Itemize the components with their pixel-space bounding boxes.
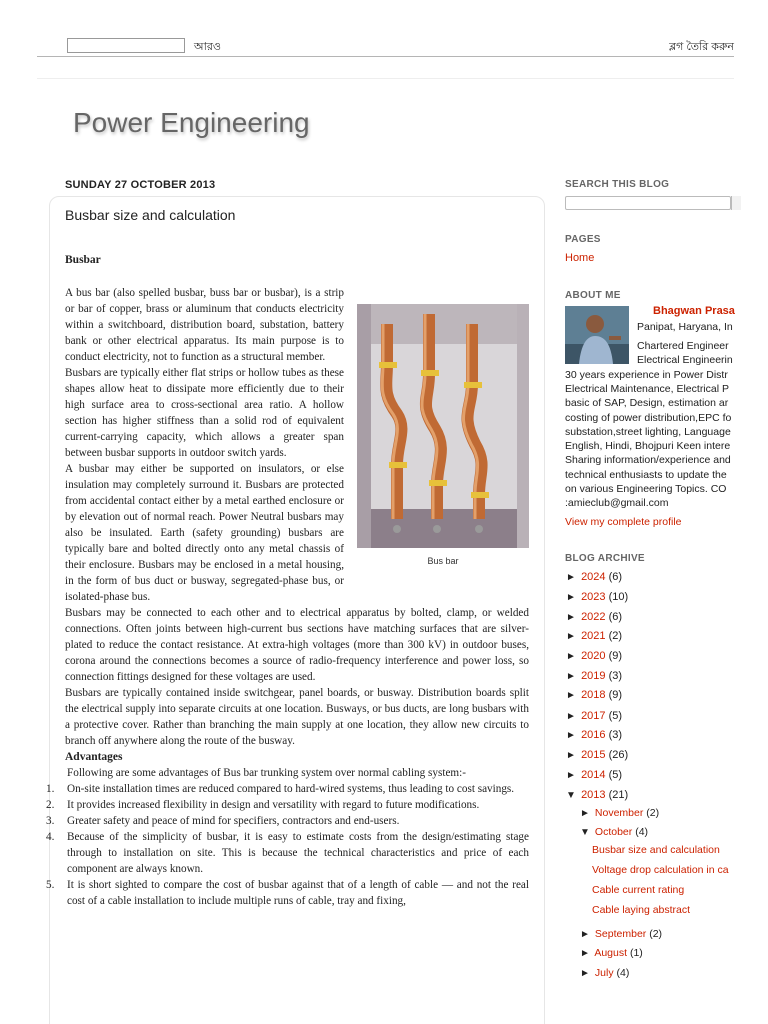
busbar-figure (357, 304, 529, 569)
archive-month-september[interactable]: ► September (2) (580, 928, 663, 940)
archive-year-2018[interactable]: ► 2018 (9) (566, 689, 623, 701)
profile-avatar[interactable] (565, 306, 629, 364)
profile-desc-line: on various Engineering Topics. CO (565, 483, 727, 495)
expand-toggle-icon[interactable]: ▼ (566, 790, 576, 801)
list-text: Because of the simplicity of busbar, it is easy to estimate costs from the design/estimating stage through to installation on site. This is because the technical characteristics and price of each component are always known. (67, 831, 529, 875)
archive-year-2019[interactable]: ► 2019 (3) (566, 670, 623, 682)
advantages-list (46, 781, 529, 909)
navbar-more-link[interactable]: আরও (194, 41, 221, 53)
collapse-toggle-icon[interactable]: ► (566, 750, 576, 761)
archive-widget-title: BLOG ARCHIVE (565, 553, 645, 564)
pages-widget-title: PAGES (565, 234, 601, 245)
archive-month-november[interactable]: ► November (2) (580, 807, 660, 819)
navbar-divider (37, 56, 734, 57)
profile-desc-line: costing of power distribution,EPC fo (565, 412, 732, 424)
list-text: Greater safety and peace of mind for specifiers, contractors and end-users. (67, 815, 400, 827)
collapse-toggle-icon[interactable]: ► (580, 968, 590, 979)
archive-year-2024[interactable]: ► 2024 (6) (566, 571, 623, 583)
collapse-toggle-icon[interactable]: ► (566, 631, 576, 642)
profile-location: Panipat, Haryana, In (637, 321, 733, 333)
post-date: SUNDAY 27 OCTOBER 2013 (65, 179, 216, 191)
list-text: On-site installation times are reduced compared to hard-wired systems, thus leading to cost savings. (67, 783, 515, 795)
archive-month-august[interactable]: ► August (1) (580, 947, 643, 959)
busbar-photo[interactable] (357, 304, 529, 548)
blog-title[interactable]: Power Engineering (73, 107, 310, 138)
create-blog-link[interactable]: ব্লগ তৈরি করুন (669, 41, 734, 53)
about-widget-title: ABOUT ME (565, 290, 621, 301)
archive-year-2015[interactable]: ► 2015 (26) (566, 749, 629, 761)
list-number: 3. (46, 815, 55, 827)
profile-desc-line: basic of SAP, Design, estimation ar (565, 397, 729, 409)
archive-year-2013[interactable]: ▼ 2013 (21) (566, 789, 629, 801)
page-link-home[interactable]: Home (565, 252, 595, 264)
collapse-toggle-icon[interactable]: ► (580, 948, 590, 959)
profile-desc-line: 30 years experience in Power Distr (565, 369, 728, 381)
archive-post-link[interactable]: Voltage drop calculation in ca (592, 864, 729, 876)
collapse-toggle-icon[interactable]: ► (566, 651, 576, 662)
sidebar-search-button[interactable] (731, 196, 741, 210)
post-paragraph: Busbars are typically contained inside switchgear, panel boards, or busway. Distribution boards split the electrical supply into separate circuits at one location. Busways, or bus ducts, are long busbars with a protective cover. Rather than branching the main supply at one location, they allow new circuits to branch off anywhere along the route of the busway. (65, 687, 529, 747)
profile-name-link[interactable]: Bhagwan Prasa (653, 305, 735, 317)
post-paragraph: A bus bar (also spelled busbar, buss bar or busbar), is a strip or bar of copper, brass or aluminum that conducts electricity within a switchboard, distribution board, substation, battery bank or other electrical apparatus. Its main purpose is to conduct electricity, not to function as a structural member. (65, 287, 344, 363)
archive-year-2022[interactable]: ► 2022 (6) (566, 611, 623, 623)
list-item (46, 813, 529, 829)
collapse-toggle-icon[interactable]: ► (566, 711, 576, 722)
navbar-search-input[interactable] (67, 38, 185, 53)
post-paragraph: Busbars are typically either flat strips or hollow tubes as these shapes allow heat to dissipate more efficiently due to their high surface area to cross-sectional area ratio. A hollow section has higher stiffness than a solid rod of equivalent current-carrying capacity, which allows a greater span between busbar supports in outdoor switch yards. (65, 367, 344, 459)
post-title[interactable]: Busbar size and calculation (65, 207, 236, 223)
list-text: It is short sighted to compare the cost of busbar against that of a length of cable — and not the real cost of a cable installation to include multiple runs of cable, tray and fixing, (67, 879, 529, 907)
collapse-toggle-icon[interactable]: ► (566, 671, 576, 682)
profile-desc-line: Electrical Maintenance, Electrical P (565, 383, 729, 395)
profile-desc-line: substation,street lighting, Language (565, 426, 731, 438)
sidebar-search-input[interactable] (565, 196, 731, 210)
archive-post-link[interactable]: Busbar size and calculation (592, 844, 720, 856)
collapse-toggle-icon[interactable]: ► (566, 690, 576, 701)
search-widget-title: SEARCH THIS BLOG (565, 179, 670, 190)
navbar (0, 0, 768, 60)
archive-year-2021[interactable]: ► 2021 (2) (566, 630, 623, 642)
list-number: 5. (46, 879, 55, 891)
archive-month-october[interactable]: ▼ October (4) (580, 826, 649, 838)
profile-desc-line: Chartered Engineer (637, 340, 729, 352)
archive-year-2014[interactable]: ► 2014 (5) (566, 769, 623, 781)
profile-desc-line: Sharing information/experience and (565, 454, 731, 466)
post-paragraph: Busbars may be connected to each other and to electrical apparatus by bolted, clamp, or welded connections. Often joints between high-current bus sections have matching surfaces that are silver-plated to reduce the contact resistance. At extra-high voltages (more than 300 kV) in outdoor buses, corona around the connections becomes a source of radio-frequency interference and power loss, so connection fittings designed for these voltages are used. (65, 607, 529, 683)
collapse-toggle-icon[interactable]: ► (566, 770, 576, 781)
archive-post-link[interactable]: Cable current rating (592, 884, 685, 896)
post-heading: Busbar (65, 254, 101, 266)
profile-desc-line: technical enthusiasts to update the (565, 469, 727, 481)
archive-year-2023[interactable]: ► 2023 (10) (566, 591, 629, 603)
advantages-intro: Following are some advantages of Bus bar trunking system over normal cabling system:- (67, 767, 466, 779)
archive-year-2020[interactable]: ► 2020 (9) (566, 650, 623, 662)
list-item (46, 797, 529, 813)
list-number: 2. (46, 799, 55, 811)
figure-caption: Bus bar (427, 556, 459, 566)
archive-month-july[interactable]: ► July (4) (580, 967, 630, 979)
archive-year-2016[interactable]: ► 2016 (3) (566, 729, 623, 741)
list-item (46, 829, 529, 877)
post-paragraph: A busbar may either be supported on insulators, or else insulation may completely surround it. Busbars are protected from accidental contact either by a metal earthed enclosure or by elevation out of normal reach. Power Neutral busbars may also be insulated. Earth (safety grounding) busbars are typically bare and bolted directly onto any metal chassis of their enclosure. Busbars may be enclosed in a metal housing, in the form of bus duct or busway, segregated-phase bus, or isolated-phase bus. (65, 463, 344, 603)
list-item (46, 781, 529, 797)
advantages-heading: Advantages (65, 751, 123, 763)
collapse-toggle-icon[interactable]: ► (566, 612, 576, 623)
list-number: 4. (46, 831, 55, 843)
collapse-toggle-icon[interactable]: ► (566, 592, 576, 603)
list-number: 1. (46, 783, 55, 795)
archive-post-link[interactable]: Cable laying abstract (592, 904, 691, 916)
collapse-toggle-icon[interactable]: ► (566, 730, 576, 741)
collapse-toggle-icon[interactable]: ► (580, 929, 590, 940)
list-text: It provides increased flexibility in design and versatility with regard to future modifications. (67, 799, 480, 811)
profile-desc-line: Electrical Engineerin (637, 354, 733, 366)
collapse-toggle-icon[interactable]: ► (580, 808, 590, 819)
collapse-toggle-icon[interactable]: ► (566, 572, 576, 583)
archive-year-2017[interactable]: ► 2017 (5) (566, 710, 623, 722)
view-profile-link[interactable]: View my complete profile (565, 516, 682, 528)
list-item (46, 877, 529, 909)
profile-desc-line: English, Hindi, Bhojpuri Keen intere (565, 440, 731, 452)
expand-toggle-icon[interactable]: ▼ (580, 827, 590, 838)
profile-desc-line: :amieclub@gmail.com (565, 497, 669, 509)
header-divider (37, 78, 734, 79)
post-body (46, 252, 529, 909)
